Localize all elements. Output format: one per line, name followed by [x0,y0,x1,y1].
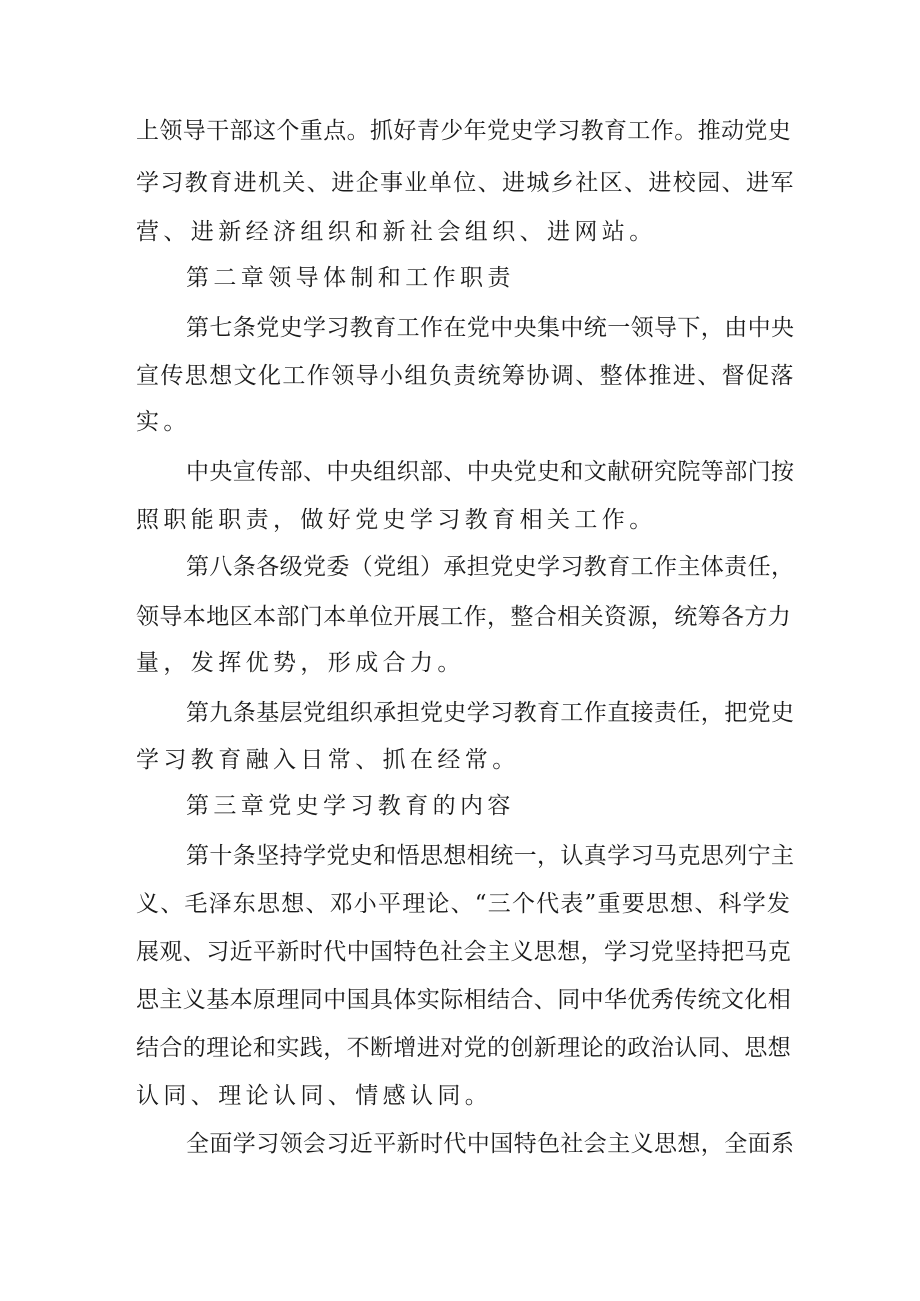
text-line: 实。 [136,409,191,435]
text-line: 第十条坚持学党史和悟思想相统一，认真学习马克思列宁主 [186,843,795,869]
text-line: 全面学习领会习近平新时代中国特色社会主义思想，全面系 [186,1131,795,1157]
text-line: 宣传思想文化工作领导小组负责统筹协调、整体推进、督促落 [136,363,795,389]
text-line: 学习教育融入日常、抓在经常。 [136,747,520,773]
text-line: 展观、习近平新时代中国特色社会主义思想，学习党坚持把马克 [136,939,792,965]
text-line: 思主义基本原理同中国具体实际相结合、同中华优秀传统文化相 [136,987,792,1013]
text-line: 第九条基层党组织承担党史学习教育工作直接责任，把党史 [186,700,795,726]
text-line: 营、进新经济组织和新社会组织、进网站。 [136,219,657,245]
text-line: 量，发挥优势，形成合力。 [136,650,465,676]
text-line: 照职能职责，做好党史学习教育相关工作。 [136,507,657,533]
text-line: 第八条各级党委（党组）承担党史学习教育工作主体责任， [186,554,795,580]
text-line: 认同、理论认同、情感认同。 [136,1083,493,1109]
text-line: 第七条党史学习教育工作在党中央集中统一领导下，由中央 [186,315,795,341]
chapter-heading: 第三章党史学习教育的内容 [186,793,515,819]
text-line: 义、毛泽东思想、邓小平理论、“三个代表”重要思想、科学发 [136,891,792,917]
chapter-heading: 第二章领导体制和工作职责 [186,265,515,291]
text-line: 领导本地区本部门本单位开展工作，整合相关资源，统筹各方力 [136,604,792,630]
text-line: 结合的理论和实践，不断增进对党的创新理论的政治认同、思想 [136,1035,792,1061]
text-line: 中央宣传部、中央组织部、中央党史和文献研究院等部门按 [186,459,795,485]
text-line: 学习教育进机关、进企事业单位、进城乡社区、进校园、进军 [136,170,795,196]
text-line: 上领导干部这个重点。抓好青少年党史学习教育工作。推动党史 [136,118,792,144]
